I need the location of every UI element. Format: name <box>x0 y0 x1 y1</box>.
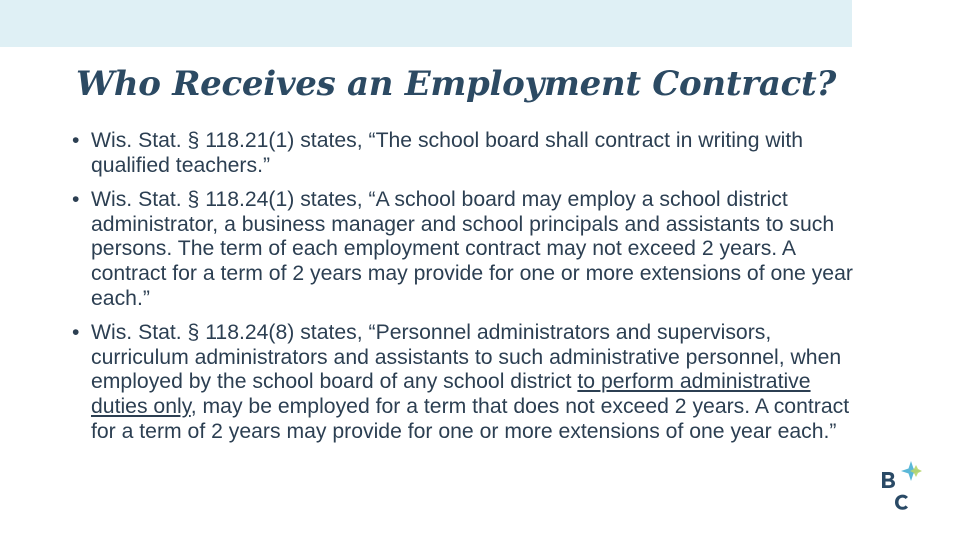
bullet-text: Wis. Stat. § 118.24(1) states, “A school board may employ a school district administrator, a business manager and school principals and assistants to such persons. The term of each employment contract may not exceed 2 years. A contract for a term of 2 years may provide for one or more extensions of one year each.” <box>91 188 853 310</box>
bullet-text-underlined: to perform administrative duties only <box>91 370 811 418</box>
bullet-item <box>72 129 862 178</box>
bullet-dot: • <box>72 129 80 152</box>
bullet-text-start: Wis. Stat. § 118.24(8) states, “Personnel administrators and supervisors, curriculum administrators and assistants to such administrative personnel, when employed by the school board of any school district <box>91 321 842 394</box>
header-band <box>0 0 852 47</box>
sparkle-icon <box>901 461 922 481</box>
bullet-text: Wis. Stat. § 118.21(1) states, “The school board shall contract in writing with qualified teachers.” <box>91 129 804 177</box>
letter-c <box>895 495 908 510</box>
bullet-item <box>72 321 862 444</box>
slide-title: Who Receives an Employment Contract? <box>76 64 837 104</box>
bullet-dot: • <box>72 188 80 212</box>
bullet-dot: • <box>72 321 80 345</box>
bc-logo <box>878 458 928 514</box>
bc-logo-graphic <box>878 458 928 514</box>
bullet-text-end: , may be employed for a term that does not exceed 2 years. A contract for a term of 2 years may provide for one or more extensions of one year each.” <box>91 394 850 443</box>
bullet-list <box>72 129 862 454</box>
bullet-item <box>72 188 862 311</box>
letter-b <box>882 472 895 488</box>
